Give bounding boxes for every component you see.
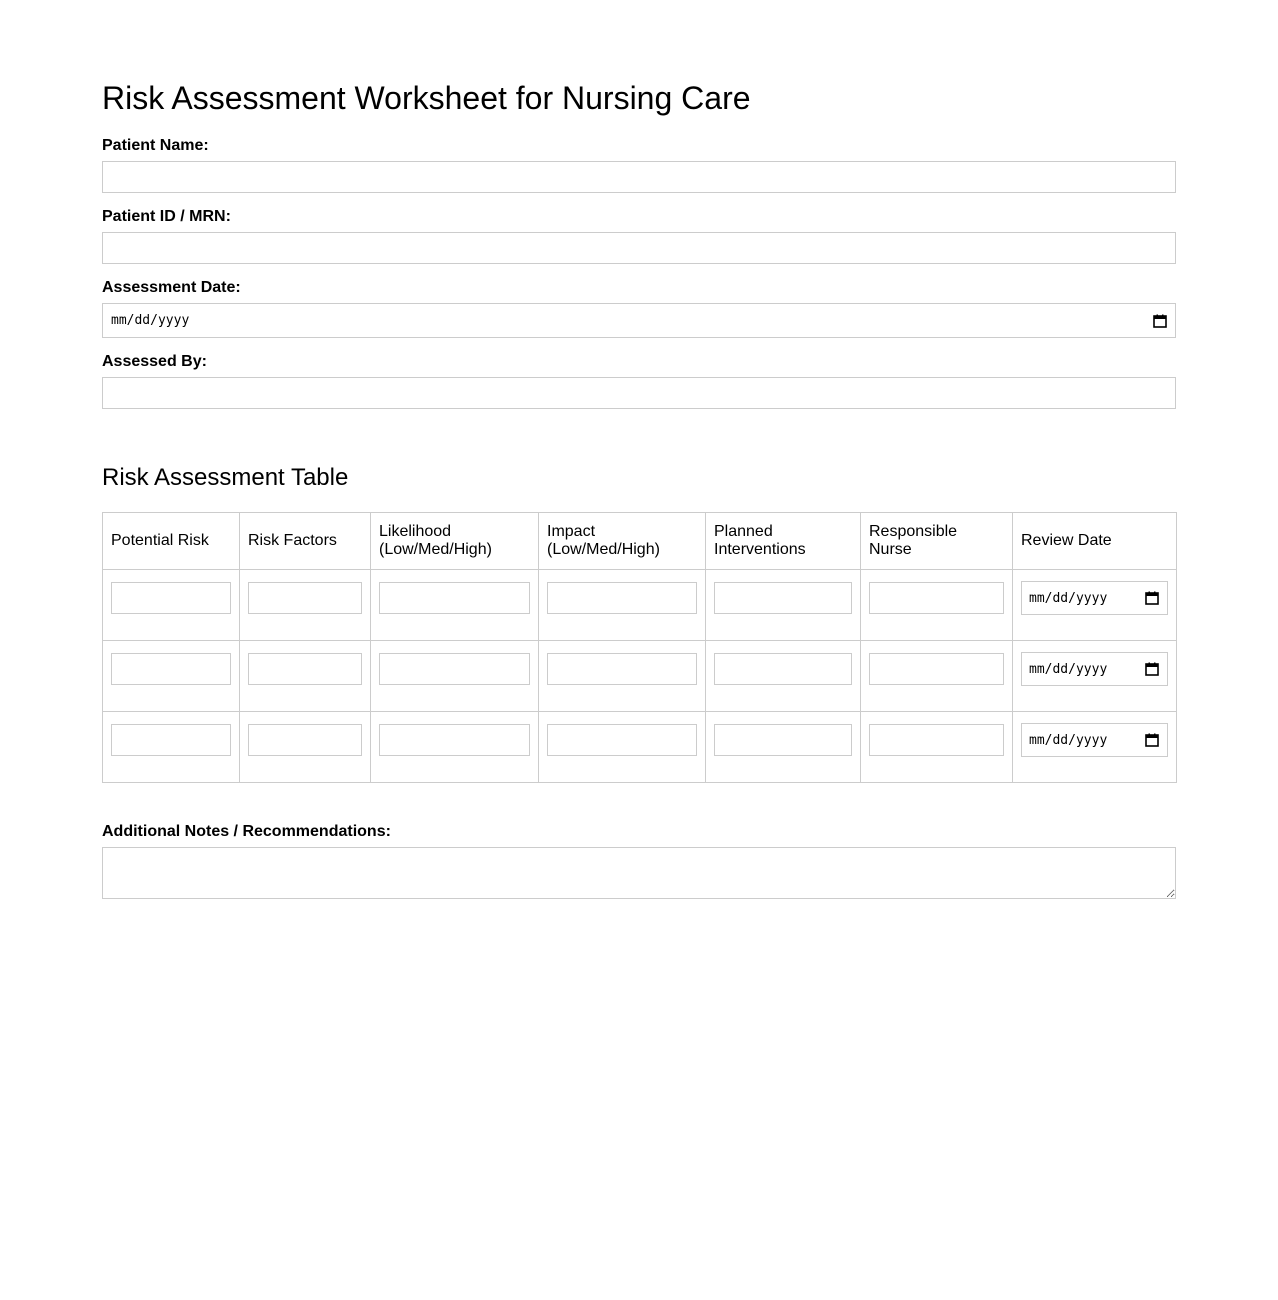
date-placeholder: mm/dd/yyyy bbox=[1029, 732, 1108, 748]
likelihood-input[interactable] bbox=[379, 582, 530, 614]
risk-factors-input[interactable] bbox=[248, 724, 362, 756]
table-row bbox=[103, 641, 1177, 712]
review-date-input[interactable] bbox=[1021, 723, 1168, 757]
likelihood-input[interactable] bbox=[379, 653, 530, 685]
cell-likelihood bbox=[371, 641, 539, 712]
cell-impact bbox=[539, 641, 706, 712]
patient-id-input[interactable] bbox=[102, 232, 1176, 264]
risk-factors-input[interactable] bbox=[248, 653, 362, 685]
patient-id-label: Patient ID / MRN: bbox=[102, 208, 231, 225]
cell-potential-risk bbox=[103, 570, 240, 641]
risk-assessment-table bbox=[102, 512, 1177, 783]
cell-potential-risk bbox=[103, 712, 240, 783]
column-header-impact: Impact (Low/Med/High) bbox=[539, 513, 706, 570]
column-header-likelihood: Likelihood (Low/Med/High) bbox=[371, 513, 539, 570]
review-date-input[interactable] bbox=[1021, 581, 1168, 615]
calendar-icon[interactable] bbox=[1145, 591, 1159, 605]
calendar-icon[interactable] bbox=[1145, 733, 1159, 747]
responsible-nurse-input[interactable] bbox=[869, 582, 1004, 614]
patient-name-input[interactable] bbox=[102, 161, 1176, 193]
interventions-input[interactable] bbox=[714, 582, 852, 614]
interventions-input[interactable] bbox=[714, 724, 852, 756]
date-placeholder: mm/dd/yyyy bbox=[1029, 661, 1108, 677]
impact-input[interactable] bbox=[547, 653, 697, 685]
assessed-by-label: Assessed By: bbox=[102, 353, 207, 370]
column-header-responsible-nurse: Responsible Nurse bbox=[861, 513, 1013, 570]
cell-nurse bbox=[861, 712, 1013, 783]
cell-likelihood bbox=[371, 712, 539, 783]
cell-review-date bbox=[1013, 570, 1177, 641]
cell-risk-factors bbox=[240, 641, 371, 712]
review-date-input[interactable] bbox=[1021, 652, 1168, 686]
column-header-planned-interventions: Planned Interventions bbox=[706, 513, 861, 570]
potential-risk-input[interactable] bbox=[111, 582, 231, 614]
page-title: Risk Assessment Worksheet for Nursing Care bbox=[102, 80, 751, 116]
notes-textarea[interactable] bbox=[102, 847, 1176, 899]
cell-impact bbox=[539, 570, 706, 641]
notes-label: Additional Notes / Recommendations: bbox=[102, 823, 391, 840]
cell-nurse bbox=[861, 570, 1013, 641]
column-header-review-date: Review Date bbox=[1013, 513, 1177, 570]
column-header-risk-factors: Risk Factors bbox=[240, 513, 371, 570]
cell-likelihood bbox=[371, 570, 539, 641]
cell-potential-risk bbox=[103, 641, 240, 712]
cell-risk-factors bbox=[240, 570, 371, 641]
cell-impact bbox=[539, 712, 706, 783]
cell-review-date bbox=[1013, 712, 1177, 783]
date-placeholder: mm/dd/yyyy bbox=[1029, 590, 1108, 606]
assessment-date-label: Assessment Date: bbox=[102, 279, 241, 296]
impact-input[interactable] bbox=[547, 582, 697, 614]
table-row bbox=[103, 570, 1177, 641]
cell-nurse bbox=[861, 641, 1013, 712]
cell-interventions bbox=[706, 641, 861, 712]
risk-table-heading: Risk Assessment Table bbox=[102, 464, 349, 491]
assessment-date-input[interactable] bbox=[102, 303, 1176, 338]
date-placeholder: mm/dd/yyyy bbox=[111, 313, 190, 328]
cell-risk-factors bbox=[240, 712, 371, 783]
patient-name-label: Patient Name: bbox=[102, 137, 209, 154]
likelihood-input[interactable] bbox=[379, 724, 530, 756]
responsible-nurse-input[interactable] bbox=[869, 653, 1004, 685]
table-row bbox=[103, 712, 1177, 783]
responsible-nurse-input[interactable] bbox=[869, 724, 1004, 756]
risk-factors-input[interactable] bbox=[248, 582, 362, 614]
cell-review-date bbox=[1013, 641, 1177, 712]
table-header-row bbox=[103, 513, 1177, 570]
calendar-icon[interactable] bbox=[1145, 662, 1159, 676]
calendar-icon[interactable] bbox=[1153, 314, 1167, 328]
cell-interventions bbox=[706, 712, 861, 783]
interventions-input[interactable] bbox=[714, 653, 852, 685]
column-header-potential-risk: Potential Risk bbox=[103, 513, 240, 570]
cell-interventions bbox=[706, 570, 861, 641]
potential-risk-input[interactable] bbox=[111, 724, 231, 756]
impact-input[interactable] bbox=[547, 724, 697, 756]
assessed-by-input[interactable] bbox=[102, 377, 1176, 409]
potential-risk-input[interactable] bbox=[111, 653, 231, 685]
